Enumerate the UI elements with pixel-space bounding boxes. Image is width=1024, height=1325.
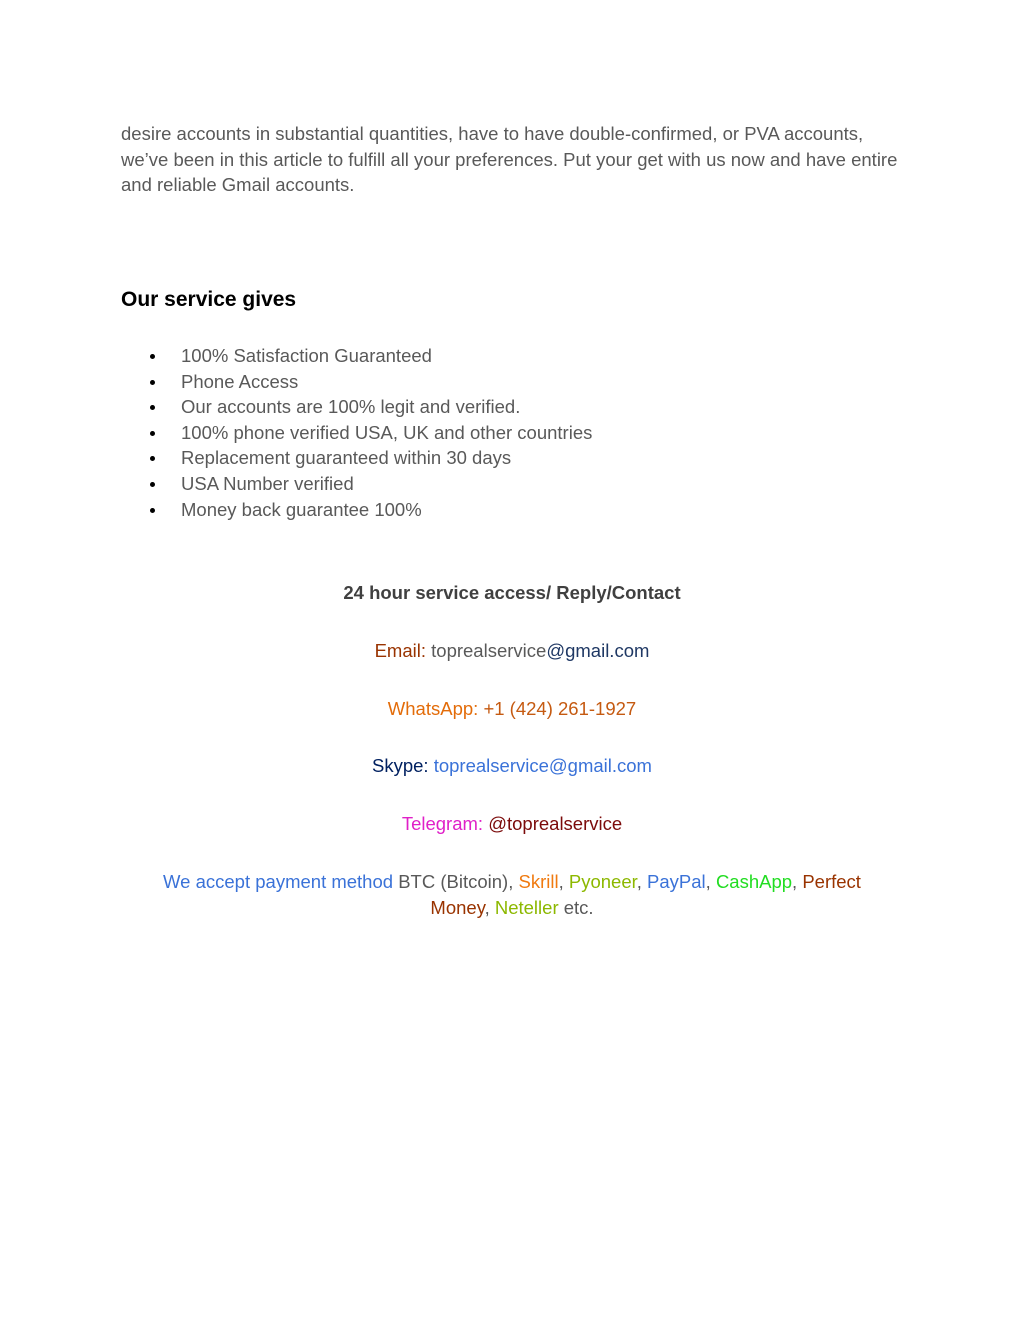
email-domain: @gmail.com (546, 640, 650, 661)
intro-paragraph: desire accounts in substantial quantities, have to have double-confirmed, or PVA accounts, we’ve been in this article to fulfill all your preferences. Put your get with us now and have entire and reliable Gmail accounts. (121, 123, 898, 196)
email-label: Email: (374, 640, 426, 661)
list-item-text: 100% Satisfaction Guaranteed (181, 345, 432, 366)
payment-paypal: PayPal (647, 871, 706, 892)
features-list (150, 343, 592, 522)
payment-lead: We accept payment method (163, 871, 394, 892)
list-item (150, 471, 592, 497)
payment-separator: , (636, 871, 648, 892)
payment-pyoneer: Pyoneer (568, 871, 637, 892)
payment-neteller: Neteller (494, 896, 559, 918)
list-item-text: 100% phone verified USA, UK and other countries (181, 421, 593, 443)
list-item (150, 445, 592, 471)
email-user: toprealservice (431, 640, 547, 661)
bullet-icon (150, 508, 155, 513)
whatsapp-number[interactable]: +1 (424) 261-1927 (483, 698, 637, 719)
bullet-icon (150, 405, 155, 410)
skype-contact (0, 753, 1024, 779)
list-item (150, 420, 592, 446)
bullet-icon (150, 456, 155, 461)
email-value[interactable] (431, 640, 649, 661)
payment-methods (150, 869, 874, 920)
bullet-icon (150, 354, 155, 359)
section-heading: Our service gives (121, 288, 297, 311)
bullet-icon (150, 431, 155, 436)
whatsapp-contact (0, 696, 1024, 722)
payment-separator: , (705, 871, 716, 892)
skype-value[interactable]: toprealservice@gmail.com (433, 755, 652, 776)
payment-btc: BTC (Bitcoin) (398, 871, 509, 892)
telegram-handle[interactable]: @toprealservice (488, 813, 623, 834)
list-item (150, 343, 592, 369)
list-item-text: Money back guarantee 100% (181, 498, 422, 520)
telegram-label: Telegram: (401, 813, 484, 834)
payment-separator: , (508, 871, 519, 892)
list-item (150, 497, 592, 523)
list-item-text: Replacement guaranteed within 30 days (181, 447, 512, 469)
payment-etc: etc. (563, 896, 594, 918)
bullet-icon (150, 482, 155, 487)
payment-separator: , (558, 871, 569, 892)
skype-label: Skype: (372, 755, 429, 776)
email-contact (0, 638, 1024, 664)
list-item (150, 394, 592, 420)
list-item-text: USA Number verified (181, 472, 354, 494)
bullet-icon (150, 380, 155, 385)
telegram-contact (0, 811, 1024, 837)
list-item-text: Phone Access (181, 370, 299, 392)
list-item (150, 369, 592, 395)
payment-separator: , (484, 896, 495, 918)
service-access-title: 24 hour service access/ Reply/Contact (343, 582, 681, 603)
payment-skrill: Skrill (518, 871, 559, 892)
whatsapp-label: WhatsApp: (387, 698, 479, 719)
list-item-text: Our accounts are 100% legit and verified. (181, 396, 521, 418)
payment-cashapp: CashApp (715, 871, 793, 892)
payment-separator: , (792, 871, 803, 892)
payment-perfect-money: Perfect Money (430, 871, 861, 918)
